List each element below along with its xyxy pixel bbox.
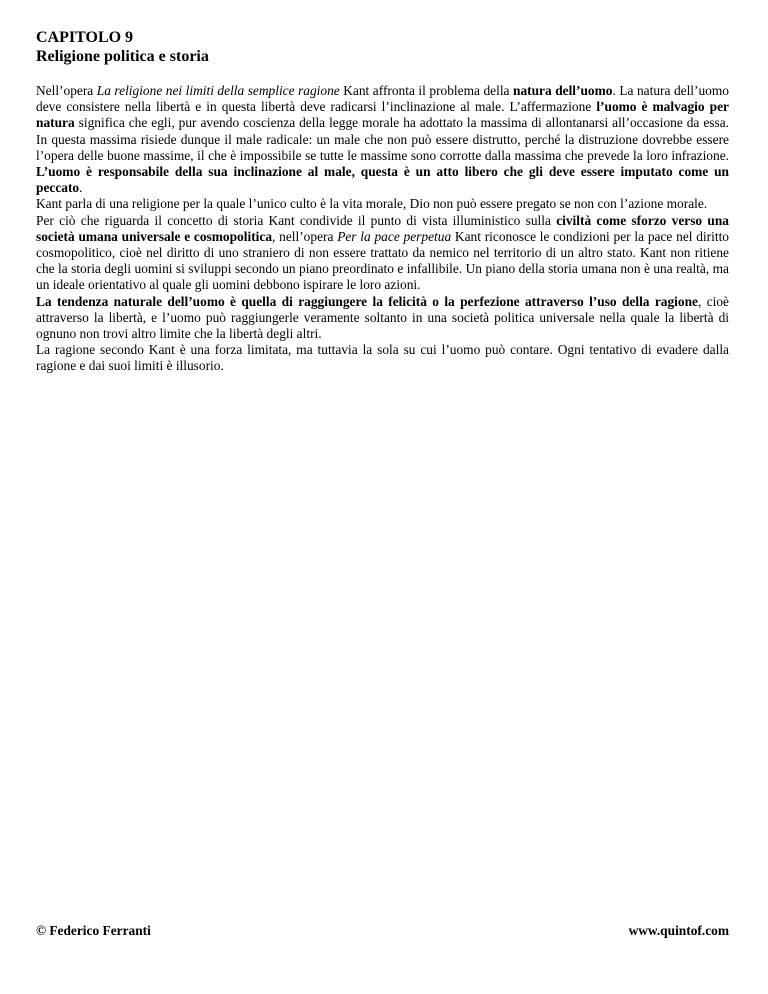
paragraph: [36, 213, 729, 294]
text-segment: Kant parla di una religione per la quale l’unico culto è la vita morale, Dio non può essere pregato se non con l’azione morale.: [36, 196, 708, 212]
text-segment: .: [79, 180, 83, 196]
bold-text: L’uomo è responsabile della sua inclinazione al male, questa è un atto libero che gli deve essere imputato come un peccato: [36, 164, 729, 196]
paragraph: [36, 196, 729, 212]
bold-text: La tendenza naturale dell’uomo è quella di raggiungere la felicità o la perfezione attraverso l’uso della ragione: [36, 293, 698, 309]
paragraph: [36, 294, 729, 343]
chapter-title: Religione politica e storia: [36, 48, 209, 65]
text-segment: . La natura dell’uomo deve consistere nella libertà e in questa libertà deve radicarsi l’inclinazione al male. L’affermazione: [36, 83, 729, 115]
bold-text: l’uomo è malvagio per natura: [36, 99, 729, 131]
text-segment: Nell’opera: [36, 83, 97, 98]
text-segment: significa che egli, pur avendo coscienza della legge morale ha adottato la massima di allontanarsi all’occasione da essa. In questa massima risiede dunque il male radicale: un male che non può essere distrutto, perché la distruzione dovrebbe essere l’opera delle buone massime, il che è impossibile se tutte le massime sono corrotte dalla massima che prevede la loro infrazione.: [36, 115, 729, 163]
text-segment: Per ciò che riguarda il concetto di storia Kant condivide il punto di vista illuministico sulla: [36, 212, 557, 228]
bold-text: natura dell’uomo: [513, 83, 613, 98]
chapter-number: CAPITOLO 9: [36, 29, 134, 46]
italic-text: La religione nei limiti della semplice ragione: [96, 83, 340, 98]
bold-text: civiltà come sforzo verso una società umana universale e cosmopolitica: [36, 212, 729, 244]
paragraph: [36, 83, 729, 196]
text-segment: Kant riconosce le condizioni per la pace nel diritto cosmopolitico, cioè nel diritto di uno straniero di non essere trattato da nemico nel territorio di un altro stato. Kant non ritiene che la storia degli uomini si sviluppi secondo un piano preordinato e infallibile. Un piano della storia umana non è una realtà, ma un ideale orientativo al quale gli uomini debbono ispirare le loro azioni.: [36, 228, 729, 293]
document-page: [36, 28, 729, 375]
text-segment: Kant affronta il problema della: [339, 83, 513, 98]
footer-website: www.quintof.com: [628, 923, 729, 938]
paragraph: [36, 342, 729, 374]
footer-copyright: © Federico Ferranti: [36, 923, 151, 938]
body-text: [36, 83, 729, 375]
text-segment: , nell’opera: [272, 228, 338, 244]
text-segment: , cioè attraverso la libertà, e l’uomo può raggiungerle veramente soltanto in una società politica universale nella quale la libertà di ognuno non trovi altro limite che la libertà degli altri.: [36, 293, 729, 342]
text-segment: La ragione secondo Kant è una forza limitata, ma tuttavia la sola su cui l’uomo può contare. Ogni tentativo di evadere dalla ragione e dai suoi limiti è illusorio.: [36, 342, 729, 374]
italic-text: Per la pace perpetua: [337, 228, 452, 244]
